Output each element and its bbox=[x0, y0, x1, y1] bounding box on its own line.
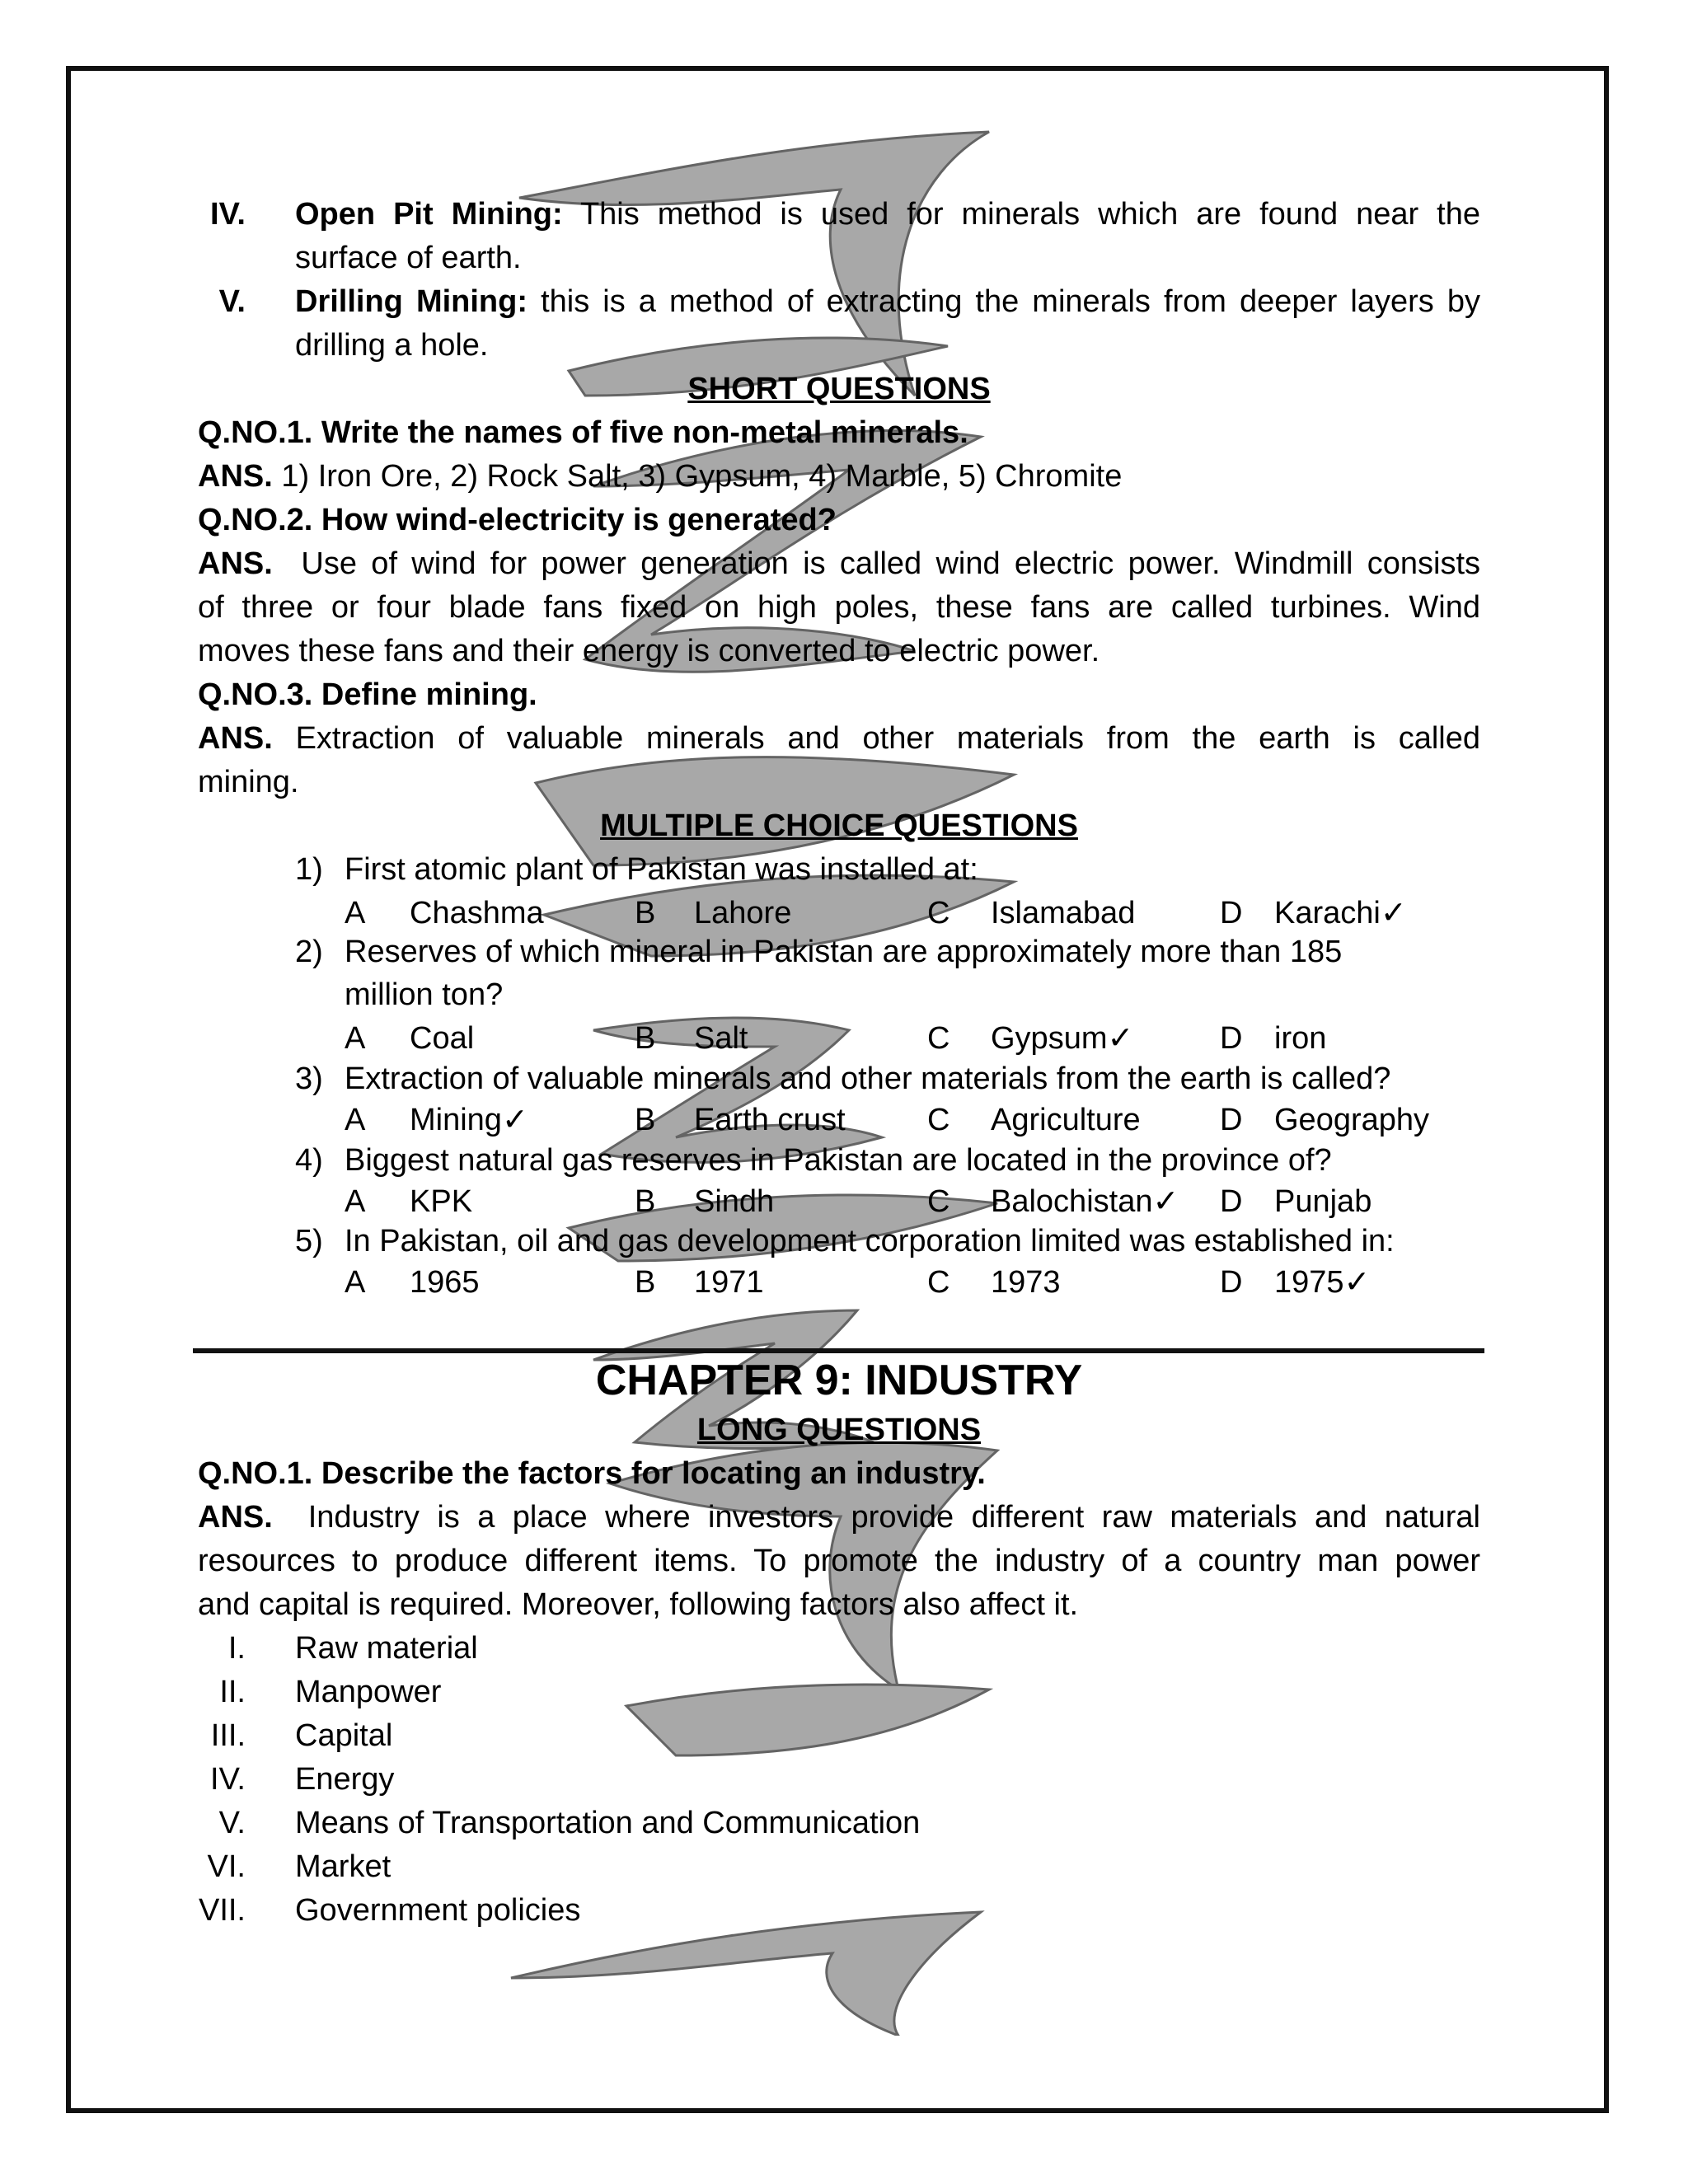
option-letter: C bbox=[927, 1103, 950, 1137]
mcq-number: 4) bbox=[295, 1143, 323, 1178]
option-letter: C bbox=[927, 896, 950, 930]
option-text: Chashma bbox=[410, 896, 544, 930]
mcq-question: Biggest natural gas reserves in Pakistan are located in the province of? bbox=[345, 1143, 1332, 1178]
option-text: 1971 bbox=[694, 1265, 764, 1300]
mcq-number: 5) bbox=[295, 1224, 323, 1258]
list-numeral: VI. bbox=[207, 1849, 246, 1884]
option-text: iron bbox=[1274, 1021, 1327, 1056]
option-letter: A bbox=[345, 1265, 366, 1300]
ans-label: ANS. bbox=[198, 459, 273, 494]
mcq-number: 2) bbox=[295, 935, 323, 969]
definition-line: This method is used for minerals which are found near the bbox=[579, 197, 1480, 232]
option-letter: A bbox=[345, 896, 366, 930]
option-letter: C bbox=[927, 1184, 950, 1219]
definition-line: drilling a hole. bbox=[295, 328, 489, 363]
option-letter: B bbox=[635, 1103, 656, 1137]
option-text: Gypsum✓ bbox=[991, 1021, 1134, 1056]
chapter-divider bbox=[193, 1348, 1484, 1353]
factor-item: Means of Transportation and Communication bbox=[295, 1806, 921, 1840]
answer-text: Industry is a place where investors provide different raw materials and natural bbox=[307, 1500, 1480, 1535]
factor-item: Energy bbox=[295, 1762, 395, 1797]
mcq-question: In Pakistan, oil and gas development corporation limited was established in: bbox=[345, 1224, 1395, 1258]
option-text: Punjab bbox=[1274, 1184, 1372, 1219]
list-numeral: V. bbox=[218, 284, 246, 319]
mcq-question: million ton? bbox=[345, 977, 504, 1012]
option-text: Salt bbox=[694, 1021, 748, 1056]
section-heading: SHORT QUESTIONS bbox=[687, 372, 991, 406]
option-letter: A bbox=[345, 1021, 366, 1056]
option-letter: D bbox=[1220, 1021, 1243, 1056]
option-letter: D bbox=[1220, 896, 1243, 930]
term: Open Pit Mining: bbox=[295, 197, 563, 232]
question: Q.NO.1. Write the names of five non-metal minerals. bbox=[198, 415, 968, 450]
list-numeral: V. bbox=[218, 1806, 246, 1840]
option-letter: D bbox=[1220, 1184, 1243, 1219]
question: Q.NO.3. Define mining. bbox=[198, 677, 537, 712]
list-item-text bbox=[295, 193, 1480, 237]
option-text: Sindh bbox=[694, 1184, 775, 1219]
option-text: 1965 bbox=[410, 1265, 480, 1300]
answer-line: and capital is required. Moreover, following factors also affect it. bbox=[198, 1587, 1079, 1622]
factor-item: Government policies bbox=[295, 1893, 581, 1928]
option-letter: A bbox=[345, 1184, 366, 1219]
term: Drilling Mining: bbox=[295, 284, 528, 319]
answer-line bbox=[198, 542, 1480, 586]
option-text: KPK bbox=[410, 1184, 473, 1219]
answer-line bbox=[198, 717, 1480, 761]
mcq-question: First atomic plant of Pakistan was installed at: bbox=[345, 852, 978, 887]
list-numeral: IV. bbox=[210, 1762, 246, 1797]
option-text: Earth crust bbox=[694, 1103, 846, 1137]
option-text: Lahore bbox=[694, 896, 792, 930]
answer-line bbox=[198, 1496, 1480, 1540]
list-numeral: II. bbox=[219, 1675, 246, 1709]
factor-item: Raw material bbox=[295, 1631, 478, 1666]
answer-line: resources to produce different items. To promote the industry of a country man power bbox=[198, 1544, 1480, 1578]
option-letter: A bbox=[345, 1103, 366, 1137]
answer-line: moves these fans and their energy is converted to electric power. bbox=[198, 634, 1100, 668]
option-text: Karachi✓ bbox=[1274, 896, 1407, 930]
answer-text: 1) Iron Ore, 2) Rock Salt, 3) Gypsum, 4) Marble, 5) Chromite bbox=[281, 459, 1123, 494]
answer-line: mining. bbox=[198, 765, 299, 799]
chapter-title: CHAPTER 9: INDUSTRY bbox=[595, 1357, 1083, 1404]
mcq-number: 3) bbox=[295, 1062, 323, 1096]
question: Q.NO.2. How wind-electricity is generated? bbox=[198, 503, 837, 537]
option-text: Mining✓ bbox=[410, 1103, 528, 1137]
ans-label: ANS. bbox=[198, 546, 273, 581]
option-letter: B bbox=[635, 896, 656, 930]
mcq-question: Reserves of which mineral in Pakistan are approximately more than 185 bbox=[345, 935, 1343, 969]
option-text: 1975✓ bbox=[1274, 1265, 1371, 1300]
factor-item: Capital bbox=[295, 1718, 393, 1753]
section-heading: MULTIPLE CHOICE QUESTIONS bbox=[600, 808, 1078, 843]
option-letter: D bbox=[1220, 1265, 1243, 1300]
option-text: 1973 bbox=[991, 1265, 1061, 1300]
list-numeral: VII. bbox=[198, 1893, 246, 1928]
definition-line: surface of earth. bbox=[295, 241, 522, 275]
factor-item: Market bbox=[295, 1849, 392, 1884]
answer bbox=[198, 455, 1122, 499]
option-text: Geography bbox=[1274, 1103, 1430, 1137]
factor-item: Manpower bbox=[295, 1675, 442, 1709]
option-letter: B bbox=[635, 1265, 656, 1300]
option-letter: B bbox=[635, 1021, 656, 1056]
definition-line: this is a method of extracting the minerals from deeper layers by bbox=[541, 284, 1480, 319]
answer-line: of three or four blade fans fixed on high poles, these fans are called turbines. Wind bbox=[198, 590, 1480, 625]
mcq-number: 1) bbox=[295, 852, 323, 887]
list-numeral: III. bbox=[210, 1718, 246, 1753]
list-numeral: I. bbox=[227, 1631, 246, 1666]
ans-label: ANS. bbox=[198, 721, 273, 756]
mcq-question: Extraction of valuable minerals and other materials from the earth is called? bbox=[345, 1062, 1391, 1096]
option-text: Coal bbox=[410, 1021, 475, 1056]
option-letter: D bbox=[1220, 1103, 1243, 1137]
option-text: Agriculture bbox=[991, 1103, 1141, 1137]
option-text: Balochistan✓ bbox=[991, 1184, 1179, 1219]
section-heading: LONG QUESTIONS bbox=[696, 1413, 982, 1447]
ans-label: ANS. bbox=[198, 1500, 273, 1535]
question: Q.NO.1. Describe the factors for locating an industry. bbox=[198, 1456, 986, 1491]
option-letter: C bbox=[927, 1265, 950, 1300]
list-numeral: IV. bbox=[210, 197, 246, 232]
option-letter: B bbox=[635, 1184, 656, 1219]
answer-text: Extraction of valuable minerals and other materials from the earth is called bbox=[295, 721, 1480, 756]
list-item-text bbox=[295, 280, 1480, 324]
option-text: Islamabad bbox=[991, 896, 1136, 930]
answer-text: Use of wind for power generation is called wind electric power. Windmill consists bbox=[301, 546, 1480, 581]
option-letter: C bbox=[927, 1021, 950, 1056]
